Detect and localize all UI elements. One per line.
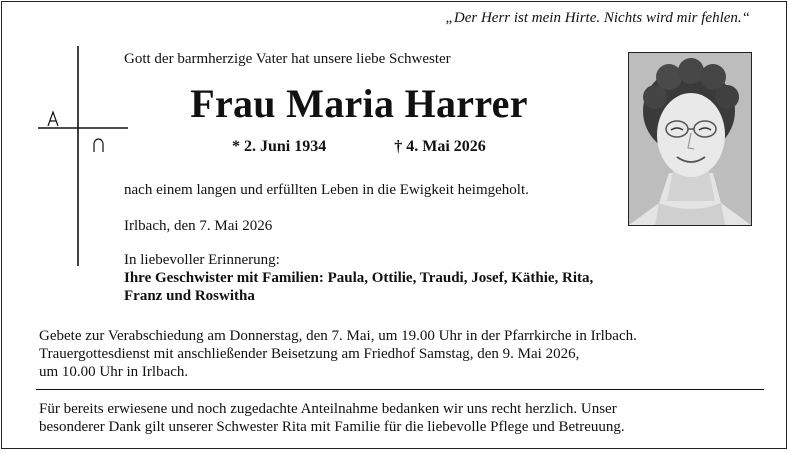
family-line-1: Ihre Geschwister mit Familien: Paula, Ottilie, Traudi, Josef, Käthie, Rita, bbox=[124, 270, 594, 286]
divider bbox=[36, 389, 764, 390]
birth-date: * 2. Juni 1934 bbox=[232, 138, 327, 155]
obituary-notice bbox=[1, 1, 787, 449]
memory-intro: In liebevoller Erinnerung: bbox=[124, 252, 280, 268]
memory-block bbox=[124, 251, 724, 305]
prayer-block bbox=[39, 327, 769, 381]
thanks-block bbox=[39, 400, 769, 436]
alpha-omega-cross-icon bbox=[38, 46, 128, 266]
passed-text: nach einem langen und erfüllten Leben in die Ewigkeit heimgeholt. bbox=[124, 182, 529, 198]
prayer-line-2: Trauergottesdienst mit anschließender Beisetzung am Friedhof Samstag, den 9. Mai 2026, bbox=[39, 346, 580, 362]
portrait-photo bbox=[628, 52, 752, 226]
life-dates bbox=[232, 138, 486, 156]
intro-text: Gott der barmherzige Vater hat unsere liebe Schwester bbox=[124, 51, 451, 67]
thanks-line-1: Für bereits erwiesene und noch zugedachte Anteilnahme bedanken wir uns recht herzlich. Unser bbox=[39, 401, 617, 417]
death-date: † 4. Mai 2026 bbox=[394, 138, 486, 155]
place-date: Irlbach, den 7. Mai 2026 bbox=[124, 218, 273, 234]
motto-quote: „Der Herr ist mein Hirte. Nichts wird mir fehlen.“ bbox=[445, 10, 750, 26]
prayer-line-3: um 10.00 Uhr in Irlbach. bbox=[39, 364, 189, 380]
prayer-line-1: Gebete zur Verabschiedung am Donnerstag, den 7. Mai, um 19.00 Uhr in der Pfarrkirche in Irlbach. bbox=[39, 328, 637, 344]
family-line-2: Franz und Roswitha bbox=[124, 288, 255, 304]
thanks-line-2: besonderer Dank gilt unserer Schwester Rita mit Familie für die liebevolle Pflege und Betreuung. bbox=[39, 419, 625, 435]
deceased-name: Frau Maria Harrer bbox=[190, 81, 528, 126]
